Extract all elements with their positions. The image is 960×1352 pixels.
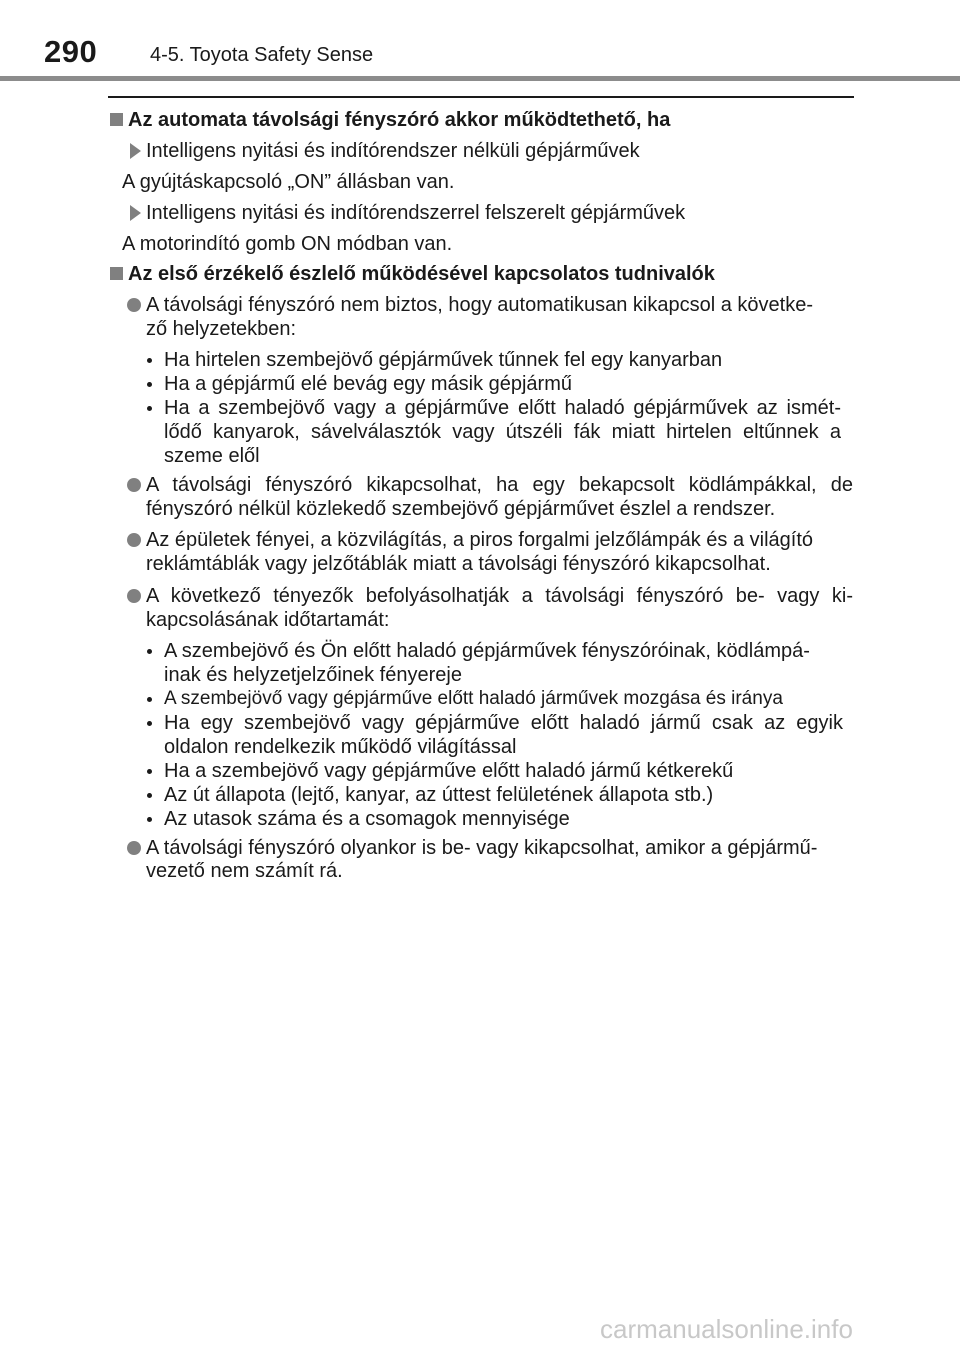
list-item-2: Ha a gépjármű elé bevág egy másik gépjármű bbox=[164, 373, 572, 395]
factor-item-5: Az út állapota (lejtő, kanyar, az úttest felületének állapota stb.) bbox=[164, 784, 714, 806]
subheading-1: Intelligens nyitási és indítórendszer nélküli gépjárművek bbox=[146, 140, 640, 162]
list-bullet bbox=[147, 358, 152, 363]
list-bullet bbox=[147, 406, 152, 411]
list-bullet bbox=[147, 817, 152, 822]
circle-bullet-icon bbox=[127, 298, 141, 312]
factor-item-3-line-2: oldalon rendelkezik működő világítással bbox=[164, 736, 517, 758]
circle-bullet-icon bbox=[127, 533, 141, 547]
list-bullet bbox=[147, 382, 152, 387]
page-number: 290 bbox=[44, 34, 98, 69]
list-bullet bbox=[147, 697, 152, 702]
circle-bullet-icon bbox=[127, 478, 141, 492]
list-bullet bbox=[147, 649, 152, 654]
list-item-3-line-2: lődő kanyarok, sávelválasztók vagy útszéli fák miatt hirtelen eltűnnek a bbox=[164, 421, 841, 443]
factor-item-4: Ha a szembejövő vagy gépjárműve előtt haladó jármű kétkerekű bbox=[164, 760, 734, 782]
list-bullet bbox=[147, 793, 152, 798]
paragraph-2-line-2: fényszóró nélkül közlekedő szembejövő gépjárművet észlel a rendszer. bbox=[146, 498, 776, 520]
factor-item-2: A szembejövő vagy gépjárműve előtt haladó járművek mozgása és iránya bbox=[164, 688, 783, 709]
paragraph-4-line-2: kapcsolásának időtartamát: bbox=[146, 609, 390, 631]
header-rule bbox=[0, 76, 960, 81]
factor-item-1-line-1: A szembejövő és Ön előtt haladó gépjárművek fényszóróinak, ködlámpá- bbox=[164, 640, 810, 662]
circle-bullet-icon bbox=[127, 589, 141, 603]
subheading-2: Intelligens nyitási és indítórendszerrel felszerelt gépjárművek bbox=[146, 202, 686, 224]
paragraph-1-line-1: A távolsági fényszóró nem biztos, hogy automatikusan kikapcsol a követke- bbox=[146, 294, 814, 316]
square-bullet-icon bbox=[110, 113, 123, 126]
triangle-bullet-icon bbox=[130, 143, 141, 159]
paragraph-2-line-1: A távolsági fényszóró kikapcsolhat, ha egy bekapcsolt ködlámpákkal, de bbox=[146, 474, 853, 496]
list-bullet bbox=[147, 721, 152, 726]
list-item-1: Ha hirtelen szembejövő gépjárművek tűnnek fel egy kanyarban bbox=[164, 349, 723, 371]
factor-item-1-line-2: inak és helyzetjelzőinek fényereje bbox=[164, 664, 462, 686]
square-bullet-icon bbox=[110, 267, 123, 280]
list-item-3-line-1: Ha a szembejövő vagy a gépjárműve előtt haladó gépjárművek az ismét- bbox=[164, 397, 841, 419]
triangle-bullet-icon bbox=[130, 205, 141, 221]
watermark: carmanualsonline.info bbox=[600, 1314, 853, 1344]
heading-1: Az automata távolsági fényszóró akkor működtethető, ha bbox=[128, 109, 671, 131]
heading-2: Az első érzékelő észlelő működésével kapcsolatos tudnivalók bbox=[128, 263, 715, 285]
circle-bullet-icon bbox=[127, 841, 141, 855]
list-bullet bbox=[147, 769, 152, 774]
factor-item-3-line-1: Ha egy szembejövő vagy gépjárműve előtt haladó jármű csak az egyik bbox=[164, 712, 843, 734]
paragraph-1-line-2: ző helyzetekben: bbox=[146, 318, 297, 340]
content-rule bbox=[108, 96, 854, 98]
paragraph-4-line-1: A következő tényezők befolyásolhatják a távolsági fényszóró be- vagy ki- bbox=[146, 585, 853, 607]
section-title: 4-5. Toyota Safety Sense bbox=[150, 44, 374, 66]
paragraph-5-line-1: A távolsági fényszóró olyankor is be- vagy kikapcsolhat, amikor a gépjármű- bbox=[146, 837, 818, 859]
factor-item-6: Az utasok száma és a csomagok mennyisége bbox=[164, 808, 570, 830]
paragraph-5-line-2: vezető nem számít rá. bbox=[146, 860, 343, 882]
list-item-3-line-3: szeme elől bbox=[164, 445, 260, 467]
paragraph-3-line-2: reklámtáblák vagy jelzőtáblák miatt a távolsági fényszóró kikapcsolhat. bbox=[146, 553, 771, 575]
paragraph-3-line-1: Az épületek fényei, a közvilágítás, a piros forgalmi jelzőlámpák és a világító bbox=[146, 529, 814, 551]
subtext-1: A gyújtáskapcsoló „ON” állásban van. bbox=[122, 171, 455, 193]
subtext-2: A motorindító gomb ON módban van. bbox=[122, 233, 453, 255]
